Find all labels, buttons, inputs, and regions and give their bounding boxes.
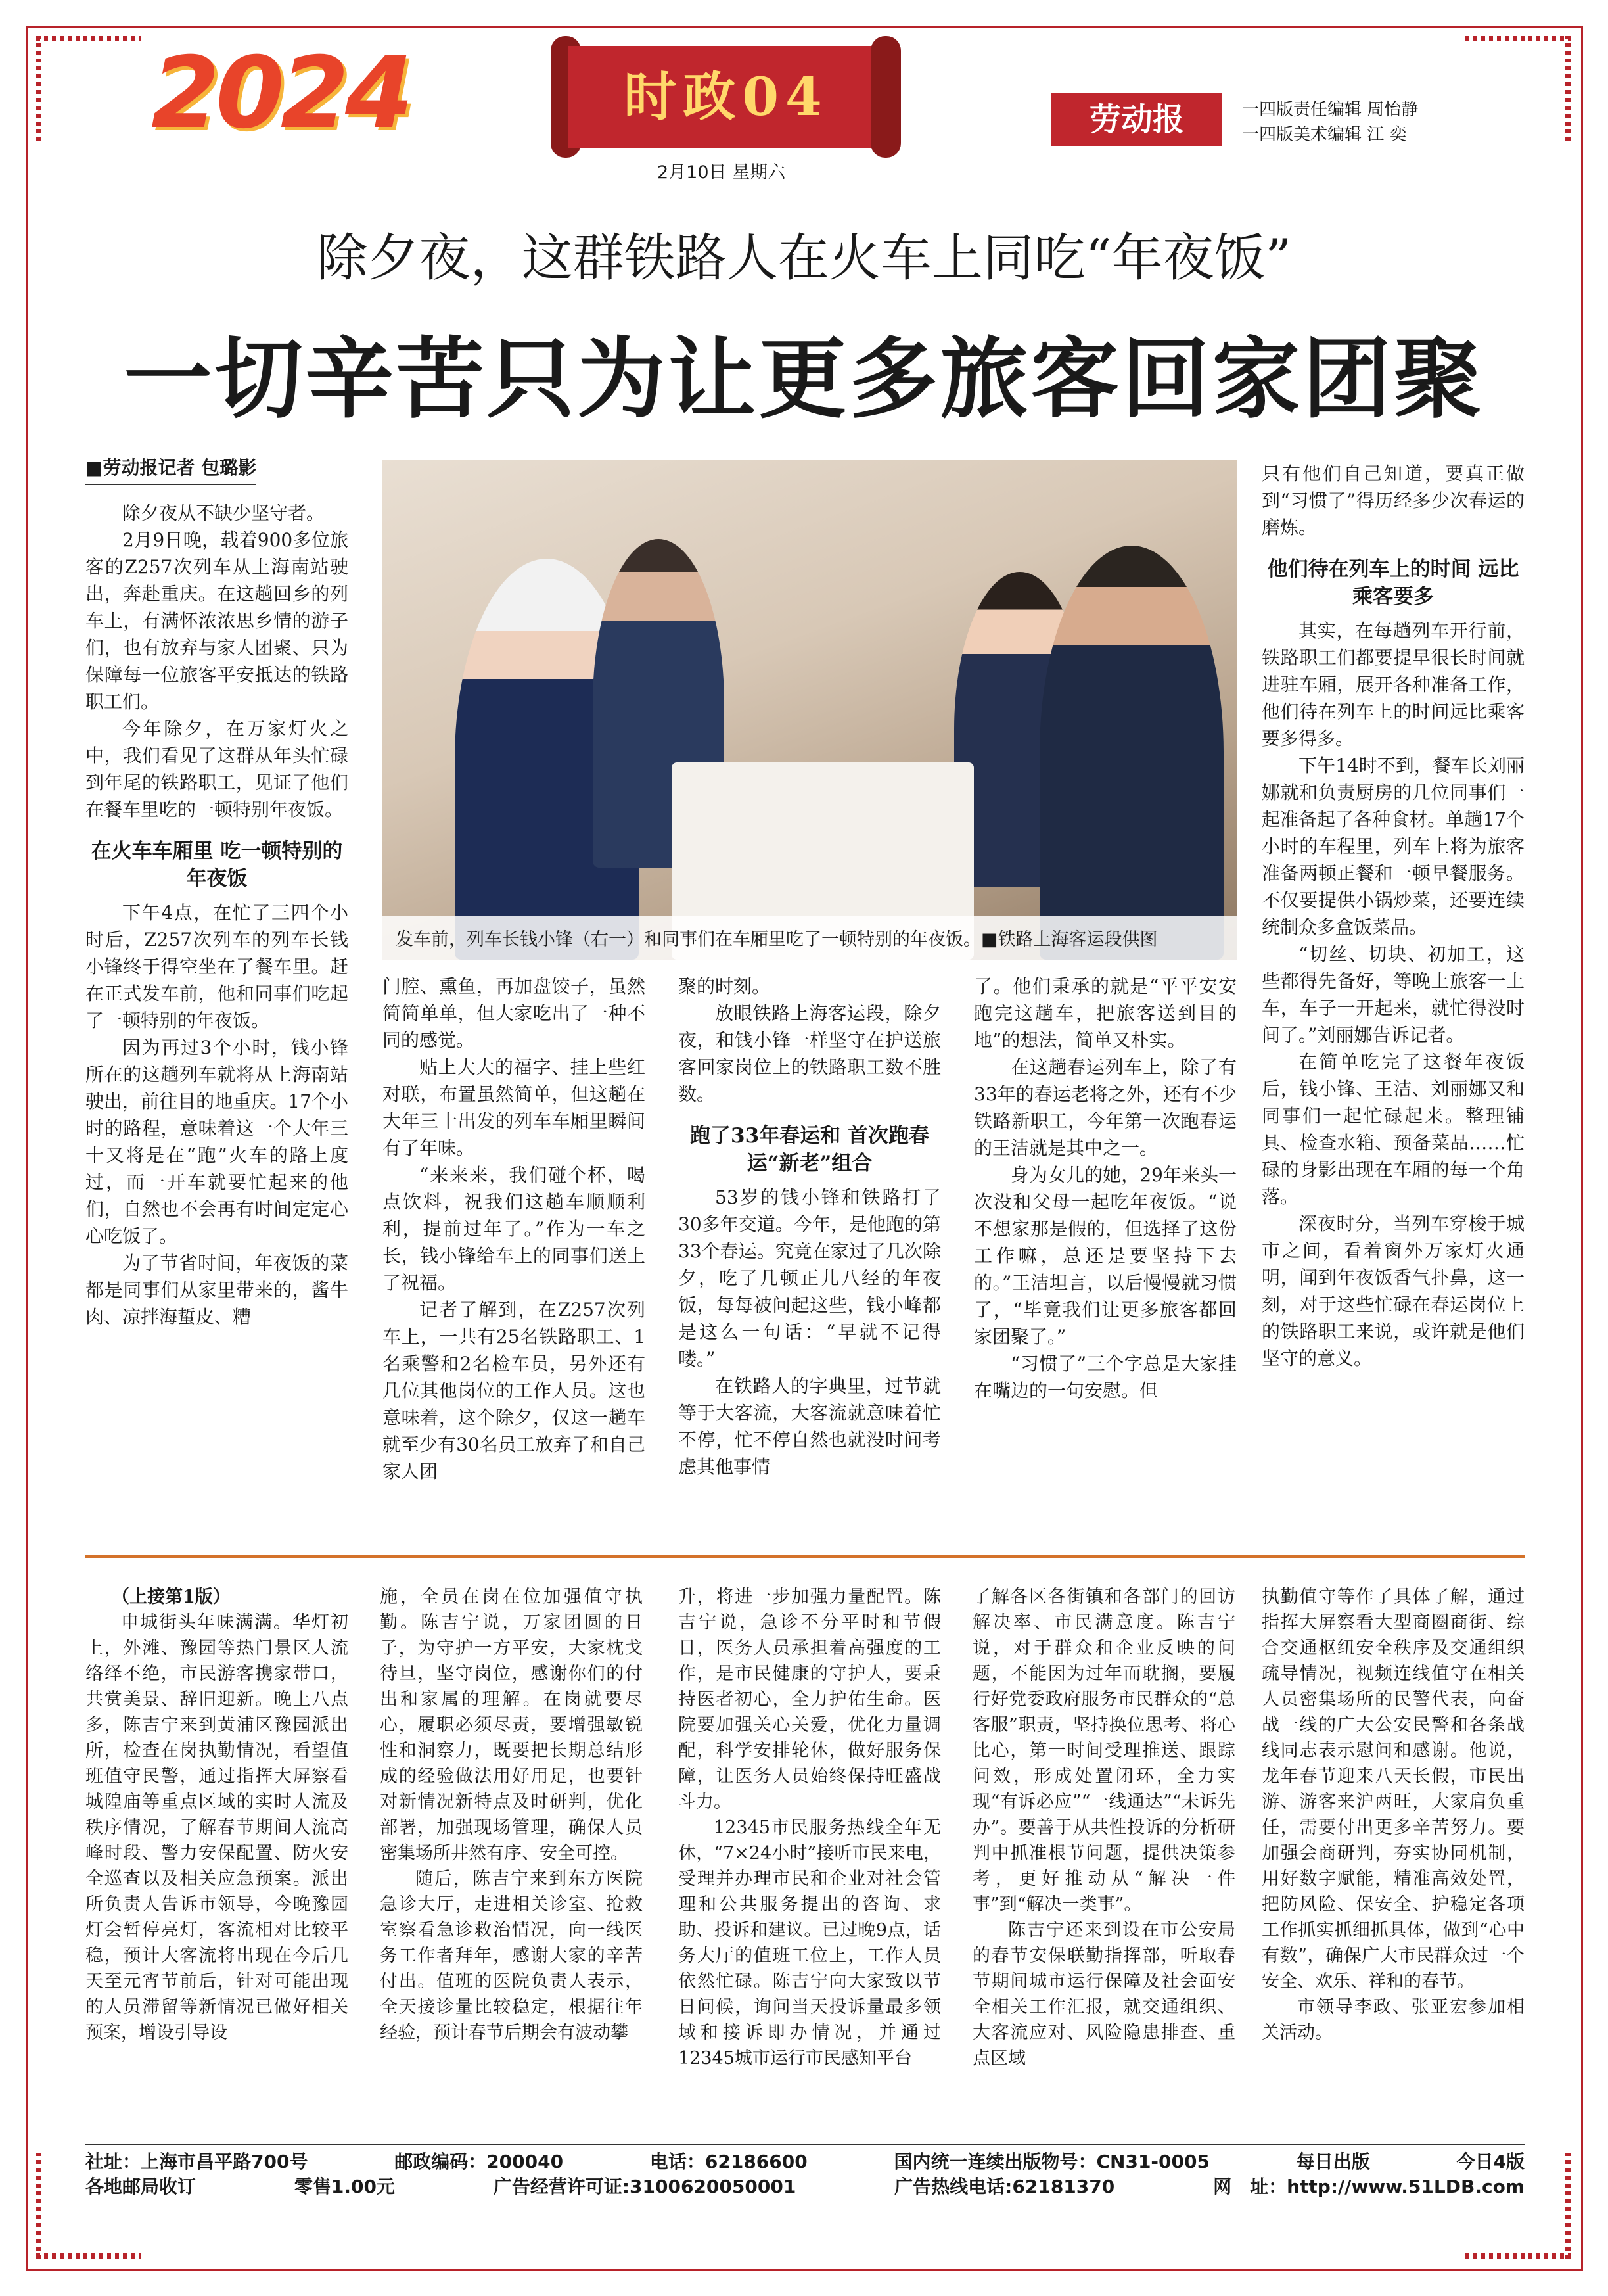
article-column-1 [85, 500, 348, 1330]
article-kicker: 除夕夜，这群铁路人在火车上同吃“年夜饭” [316, 229, 1292, 288]
continued-column-4 [973, 1584, 1235, 2071]
footer-ad-license: 广告经营许可证:3100620050001 [493, 2176, 796, 2197]
paragraph: 下午14时不到，餐车长刘丽娜就和负责厨房的几位同事们一起准备起了各种食材。单趟17个小时的车程里，列车上将为旅客准备两顿正餐和一顿早餐服务。不仅要提供小锅炒菜，还要连续统制众多盒饭菜品。 [1262, 755, 1525, 938]
paragraph: 陈吉宁还来到设在市公安局的春节安保联勤指挥部，听取春节期间城市运行保障及社会面安全相关工作汇报，就交通组织、大客流应对、风险隐患排查、重点区域 [973, 1920, 1235, 2069]
paragraph: 2月9日晚，载着900多位旅客的Z257次列车从上海南站驶出，奔赴重庆。在这趟回乡的列车上，有满怀浓浓思乡情的游子们，也有放弃与家人团聚、只为保障每一位旅客平安抵达的铁路职工们。 [85, 529, 348, 713]
photo-figure [1040, 546, 1224, 960]
paragraph: 53岁的钱小锋和铁路打了30多年交道。今年，是他跑的第33个春运。究竟在家过了几次除夕，吃了几顿正儿八经的年夜饭，每每被问起这些，钱小峰都是这么一句话：“早就不记得喽。” [678, 1186, 941, 1370]
footer-address: 社址：上海市昌平路700号 [85, 2151, 308, 2172]
paragraph: 升，将进一步加强力量配置。陈吉宁说，急诊不分平时和节假日，医务人员承担着高强度的工作，是市民健康的守护人，要秉持医者初心，全力护佑生命。医院要加强关心关爱，优化力量调配，科学安排轮休，做好服务保障，让医务人员始终保持旺盛战斗力。 [678, 1587, 941, 1812]
subheading: 跑了33年春运和 首次跑春运“新老”组合 [690, 1124, 929, 1175]
paragraph: “来来来，我们碰个杯，喝点饮料，祝我们这趟车顺顺利利，提前过年了。”作为一车之长，钱小锋给车上的同事们送上了祝福。 [382, 1164, 645, 1294]
paragraph: 只有他们自己知道，要真正做到“习惯了”得历经多少次春运的磨炼。 [1262, 463, 1525, 538]
subheading: 他们待在列车上的时间 远比乘客要多 [1267, 557, 1519, 609]
paragraph: 施，全员在岗在位加强值守执勤。陈吉宁说，万家团圆的日子，为守护一方平安，大家枕戈待旦，坚守岗位，感谢你们的付出和家属的理解。在岗就要尽心，履职必须尽责，要增强敏锐性和洞察力，既要把长期总结形成的经验做法用好用足，也要针对新情况新特点及时研判，优化部署，加强现场管理，确保人员密集场所井然有序、安全可控。 [380, 1587, 643, 1863]
footer-rule [85, 2144, 1525, 2145]
corner-pattern [36, 2153, 41, 2259]
editor-line: 一四版美术编辑 江 奕 [1242, 125, 1407, 145]
article-column-4 [974, 973, 1237, 1404]
section-title: 时政04 [568, 46, 884, 148]
photo-caption: 发车前，列车长钱小锋（右一）和同事们在车厢里吃了一顿特别的年夜饭。■铁路上海客运段供图 [382, 916, 1237, 960]
paragraph: “习惯了”三个字总是大家挂在嘴边的一句安慰。但 [974, 1353, 1237, 1401]
corner-pattern [1565, 36, 1571, 141]
subheading: 在火车车厢里 吃一顿特别的年夜饭 [91, 839, 343, 891]
continued-marker: （上接第1版） [112, 1587, 231, 1607]
paragraph: 申城街头年味满满。华灯初上，外滩、豫园等热门景区人流络绎不绝，市民游客携家带口，共赏美景、辞旧迎新。晚上八点多，陈吉宁来到黄浦区豫园派出所，检查在岗执勤情况，看望值班值守民警，通过指挥大屏察看城隍庙等重点区域的实时人流及秩序情况，了解春节期间人流高峰时段、警力安保配置、防火安全巡查以及相关应急预案。派出所负责人告诉市领导，今晚豫园灯会暂停亮灯，客流相对比较平稳，预计大客流将出现在今后几天至元宵节前后，针对可能出现的人员滞留等新情况已做好相关预案，增设引导设 [85, 1612, 348, 2043]
paragraph: 在铁路人的字典里，过节就等于大客流，大客流就意味着忙不停，忙不停自然也就没时间考虑其他事情 [678, 1375, 941, 1478]
continued-column-1 [85, 1584, 348, 2046]
paragraph: 随后，陈吉宁来到东方医院急诊大厅，走进相关诊室、抢救室察看急诊救治情况，向一线医务工作者拜年，感谢大家的辛苦付出。值班的医院负责人表示，全天接诊量比较稳定，根据往年经验，预计春节后期会有波动攀 [380, 1869, 643, 2043]
footer-pages: 今日4版 [1456, 2151, 1525, 2172]
section-divider [85, 1555, 1525, 1558]
paragraph: “切丝、切块、初加工，这些都得先备好，等晚上旅客一上车，车子一开起来，就忙得没时间了。”刘丽娜告诉记者。 [1262, 943, 1525, 1046]
paragraph: 市领导李政、张亚宏参加相关活动。 [1262, 1997, 1525, 2043]
footer-cn: 国内统一连续出版物号：CN31-0005 [894, 2151, 1210, 2172]
paragraph: 了。他们秉承的就是“平平安安跑完这趟车，把旅客送到目的地”的想法，简单又朴实。 [974, 975, 1237, 1051]
footer-website: 网 址：http://www.51LDB.com [1213, 2176, 1525, 2197]
continued-column-5 [1262, 1584, 1525, 2046]
paragraph: 贴上大大的福字、挂上些红对联，布置虽然简单，但这趟在大年三十出发的列车车厢里瞬间有了年味。 [382, 1056, 645, 1159]
year-logo: 2024 [151, 36, 410, 151]
paragraph: 放眼铁路上海客运段，除夕夜，和钱小锋一样坚守在护送旅客回家岗位上的铁路职工数不胜数。 [678, 1002, 941, 1105]
newspaper-logo: 劳动报 [1051, 93, 1222, 146]
paragraph: 因为再过3个小时，钱小锋所在的这趟列车就将从上海南站驶出，前往目的地重庆。17个小时的路程，意味着这一个大年三十又将是在“跑”火车的路上度过，而一开车就要忙起来的他们，自然也不会再有时间定定心心吃饭了。 [85, 1037, 348, 1247]
footer-phone: 电话：62186600 [649, 2151, 808, 2172]
corner-pattern [1565, 2153, 1571, 2259]
scroll-roll-right [871, 36, 901, 158]
paragraph: 深夜时分，当列车穿梭于城市之间，看着窗外万家灯火通明，闻到年夜饭香气扑鼻，这一刻，对于这些忙碌在春运岗位上的铁路职工来说，或许就是他们坚守的意义。 [1262, 1213, 1525, 1369]
footer [85, 2149, 1525, 2199]
editors [1242, 97, 1418, 147]
corner-pattern [36, 2253, 141, 2259]
byline: ■劳动报记者 包璐影 [85, 454, 256, 485]
continued-column-3 [678, 1584, 941, 2071]
article-column-5 [1262, 460, 1525, 1372]
paragraph: 12345市民服务热线全年无休，“7×24小时”接听市民来电，受理并办理市民和企业对社会管理和公共服务提出的咨询、求助、投诉和建议。已过晚9点，话务大厅的值班工位上，工作人员依然忙碌。陈吉宁向大家致以节日问候，询问当天投诉量最多领域和接诉即办情况，并通过12345城市运行市民感知平台 [678, 1817, 941, 2069]
corner-pattern [36, 36, 141, 41]
corner-pattern [36, 36, 41, 141]
paragraph: 下午4点，在忙了三四个小时后，Z257次列车的列车长钱小锋终于得空坐在了餐车里。赶在正式发车前，他和同事们吃起了一顿特别的年夜饭。 [85, 902, 348, 1031]
paragraph: 聚的时刻。 [678, 975, 771, 997]
paragraph: 为了节省时间，年夜饭的菜都是同事们从家里带来的，酱牛肉、凉拌海蜇皮、糟 [85, 1252, 348, 1328]
article-photo [382, 460, 1237, 960]
footer-ad-hotline: 广告热线电话:62181370 [894, 2176, 1115, 2197]
paragraph: 身为女儿的她，29年来头一次没和父母一起吃年夜饭。“说不想家那是假的，但选择了这份工作嘛，总还是要坚持下去的。”王洁坦言，以后慢慢就习惯了，“毕竟我们让更多旅客都回家团聚了。” [974, 1164, 1237, 1347]
article-column-2 [382, 973, 645, 1485]
issue-date: 2月10日 星期六 [657, 162, 786, 183]
paragraph: 执勤值守等作了具体了解，通过指挥大屏察看大型商圈商街、综合交通枢纽安全秩序及交通组织疏导情况，视频连线值守在相关人员密集场所的民警代表，向奋战一线的广大公安民警和各条战线同志表示慰问和感谢。他说，龙年春节迎来八天长假，市民出游、游客来沪两旺，大家肩负重任，需要付出更多辛苦努力。要加强会商研判，夯实协同机制，用好数字赋能，精准高效处置，把防风险、保安全、护稳定各项工作抓实抓细抓具体，做到“心中有数”，确保广大市民群众过一个安全、欢乐、祥和的春节。 [1262, 1587, 1525, 1992]
article-column-3 [678, 973, 941, 1480]
editor-line: 一四版责任编辑 周怡静 [1242, 100, 1419, 120]
paragraph: 除夕夜从不缺少坚守者。 [122, 502, 325, 524]
paragraph: 门腔、熏鱼，再加盘饺子，虽然简简单单，但大家吃出了一种不同的感觉。 [382, 975, 645, 1051]
paragraph: 今年除夕，在万家灯火之中，我们看见了这群从年头忙碌到年尾的铁路职工，见证了他们在餐车里吃的一顿特别年夜饭。 [85, 718, 348, 820]
footer-daily: 每日出版 [1296, 2151, 1370, 2172]
footer-subscribe: 各地邮局收订 [85, 2176, 196, 2197]
corner-pattern [1465, 2253, 1571, 2259]
paragraph: 了解各区各街镇和各部门的回访解决率、市民满意度。陈吉宁说，对于群众和企业反映的问题，不能因为过年而耽搁，要履行好党委政府服务市民群众的“总客服”职责，坚持换位思考、将心比心，第一时间受理推送、跟踪问效，形成处置闭环，全力实现“有诉必应”“一线通达”“未诉先办”。要善于从共性投诉的分析研判中抓准根节问题，提供决策参考，更好推动从“解决一件事”到“解决一类事”。 [973, 1587, 1235, 1915]
continued-column-2 [380, 1584, 643, 2046]
footer-price: 零售1.00元 [294, 2176, 395, 2197]
footer-postcode: 邮政编码：200040 [394, 2151, 564, 2172]
paragraph: 其实，在每趟列车开行前，铁路职工们都要提早很长时间就进驻车厢，展开各种准备工作，他们待在列车上的时间远比乘客要多得多。 [1262, 620, 1525, 749]
article-headline: 一切辛苦只为让更多旅客回家团聚 [124, 327, 1484, 431]
paragraph: 在这趟春运列车上，除了有33年的春运老将之外，还有不少铁路新职工，今年第一次跑春运的王洁就是其中之一。 [974, 1056, 1237, 1159]
paragraph: 记者了解到，在Z257次列车上，一共有25名铁路职工、1名乘警和2名检车员，另外还有几位其他岗位的工作人员。这也意味着，这个除夕，仅这一趟车就至少有30名员工放弃了和自己家人团 [382, 1299, 645, 1482]
corner-pattern [1465, 36, 1571, 41]
paragraph: 在简单吃完了这餐年夜饭后，钱小锋、王洁、刘丽娜又和同事们一起忙碌起来。整理铺具、检查水箱、预备菜品……忙碌的身影出现在车厢的每一个角落。 [1262, 1051, 1525, 1207]
